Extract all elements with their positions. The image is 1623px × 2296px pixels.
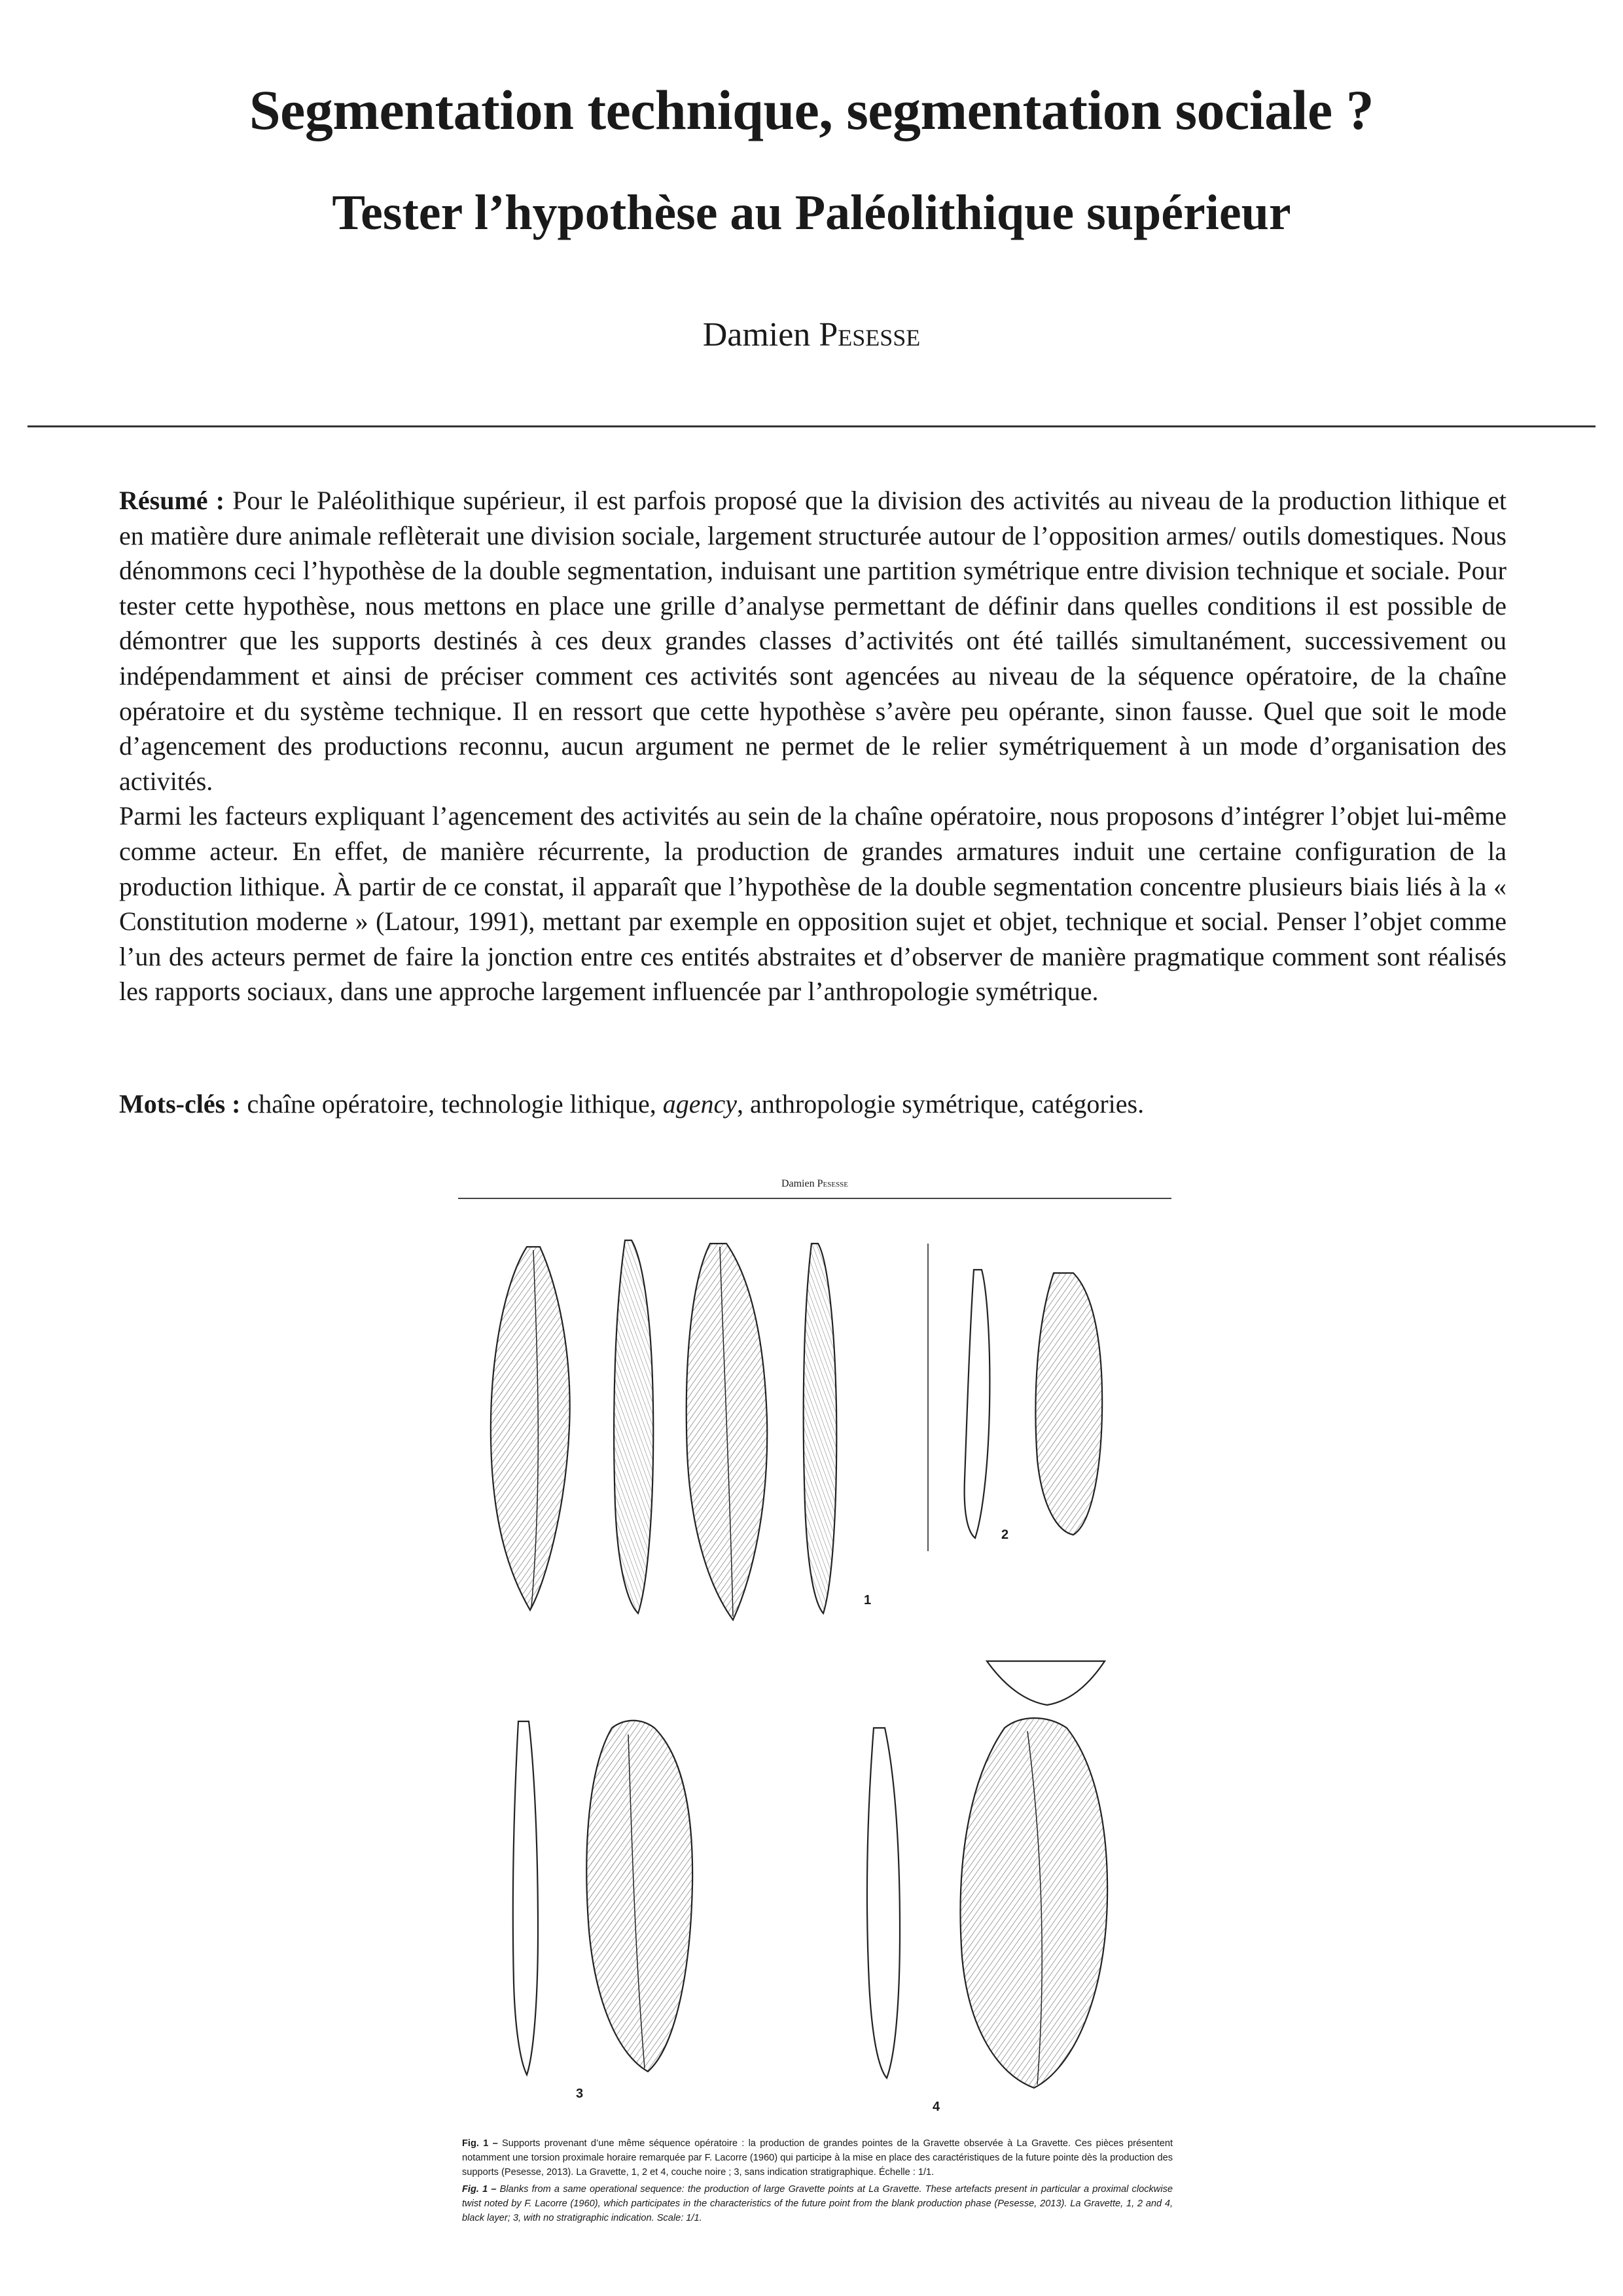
artifact-3-group bbox=[513, 1721, 692, 2075]
artifact-4-group bbox=[867, 1661, 1107, 2088]
artifact-2-profile bbox=[965, 1270, 990, 1538]
paper-subtitle: Tester l’hypothèse au Paléolithique supérieur bbox=[332, 185, 1291, 240]
keywords-text-2: , anthropologie symétrique, catégories. bbox=[737, 1089, 1145, 1119]
artifact-1-profile-a bbox=[614, 1240, 653, 1613]
abstract-text-1: Pour le Paléolithique supérieur, il est parfois proposé que la division des activités au niveau de la production lithique et en matière dure animale reflèterait une division sociale, largement structurée autour de l’opposition armes/ outils domestiques. Nous dénommons ceci l’hypothèse de la double segmentation, induisant une partition symétrique entre division technique et sociale. Pour tester cette hypothèse, nous mettons en place une grille d’analyse permettant de définir dans quelles conditions il est possible de démontrer que les supports destinés à ces deux grandes classes d’activités ont été taillés simultanément, successivement ou indépendamment et ainsi de préciser comment ces activités sont agencées au niveau de la séquence opératoire, de la chaîne opératoire et du système technique. Il en ressort que cette hypothèse s’avère peu opérante, sinon fausse. Quel que soit le mode d’agencement des productions reconnu, aucun argument ne permet de le relier symétriquement à un mode d’organisation des activités. bbox=[119, 486, 1507, 796]
figure-caption-english bbox=[462, 2182, 1173, 2225]
figure-caption-french bbox=[462, 2136, 1173, 2179]
artifact-number-1: 1 bbox=[864, 1593, 872, 1607]
figure-caption-fr-text: Supports provenant d’une même séquence opératoire : la production de grandes pointes de la Gravette observée à La Gravette. Ces pièces présentent notamment une torsion proximale horaire remarquée par F. Lacorre (1960) qui participe à la mise en place des caractéristiques de la future pointe dès la production des supports (Pesesse, 2013). La Gravette, 1, 2 et 4, couche noire ; 3, sans indication stratigraphique. Échelle : 1/1. bbox=[462, 2138, 1173, 2178]
figure-header-last-name: Pesesse bbox=[817, 1178, 849, 1189]
artifact-number-2: 2 bbox=[1001, 1528, 1009, 1542]
keywords-text-1: chaîne opératoire, technologie lithique, bbox=[247, 1089, 656, 1119]
artifact-4-face bbox=[961, 1718, 1108, 2088]
author-last-name: Pesesse bbox=[819, 316, 921, 353]
artifact-2-face bbox=[1035, 1273, 1102, 1535]
keywords-italic: agency bbox=[662, 1089, 738, 1119]
figure-caption-en-label: Fig. 1 – bbox=[462, 2184, 497, 2195]
artifact-2-group bbox=[965, 1270, 1103, 1538]
artifact-4-profile bbox=[867, 1728, 900, 2078]
artifact-3-face bbox=[586, 1721, 692, 2072]
figure-caption bbox=[462, 2136, 1173, 2225]
abstract-paragraph-2: Parmi les facteurs expliquant l’agencement des activités au sein de la chaîne opératoire, nous proposons d’intégrer l’objet lui-même comme acteur. En effet, de manière récurrente, la production de grandes armatures induit une certaine configuration de la production lithique. À partir de ce constat, il apparaît que l’hypothèse de la double segmentation concentre plusieurs biais liés à la « Constitution moderne » (Latour, 1991), mettant par exemple en opposition sujet et objet, technique et social. Penser l’objet comme l’un des acteurs permet de faire la jonction entre ces entités abstraites et d’observer de manière pragmatique comment sont réalisés les rapports sociaux, dans une approche largement influencée par l’anthropologie symétrique. bbox=[119, 801, 1507, 1007]
figure-header-first-name: Damien bbox=[781, 1178, 815, 1189]
artifact-number-3: 3 bbox=[576, 2087, 584, 2101]
artifact-4-section bbox=[987, 1661, 1105, 1705]
artifact-number-4: 4 bbox=[933, 2100, 940, 2114]
artifact-1-face-a bbox=[491, 1247, 570, 1610]
figure-caption-en-text: Blanks from a same operational sequence: the production of large Gravette points at La Gravette. These artefacts present in particular a proximal clockwise twist noted by F. Lacorre (1960), which participates in the characteristics of the future point from the blank production phase (Pesesse, 2013). La Gravette, 1, 2 and 4, black layer; 3, with no stratigraphic indication. Scale: 1/1. bbox=[462, 2184, 1173, 2223]
artifact-3-profile bbox=[513, 1721, 538, 2075]
paper-title: Segmentation technique, segmentation sociale ? bbox=[249, 79, 1374, 141]
artifact-1-profile-b bbox=[804, 1244, 837, 1613]
figure-caption-fr-label: Fig. 1 – bbox=[462, 2138, 498, 2149]
artifact-1-group bbox=[491, 1240, 836, 1620]
abstract-label: Résumé : bbox=[119, 486, 225, 515]
keywords-label: Mots-clés : bbox=[119, 1089, 241, 1119]
author-first-name: Damien bbox=[702, 316, 811, 353]
